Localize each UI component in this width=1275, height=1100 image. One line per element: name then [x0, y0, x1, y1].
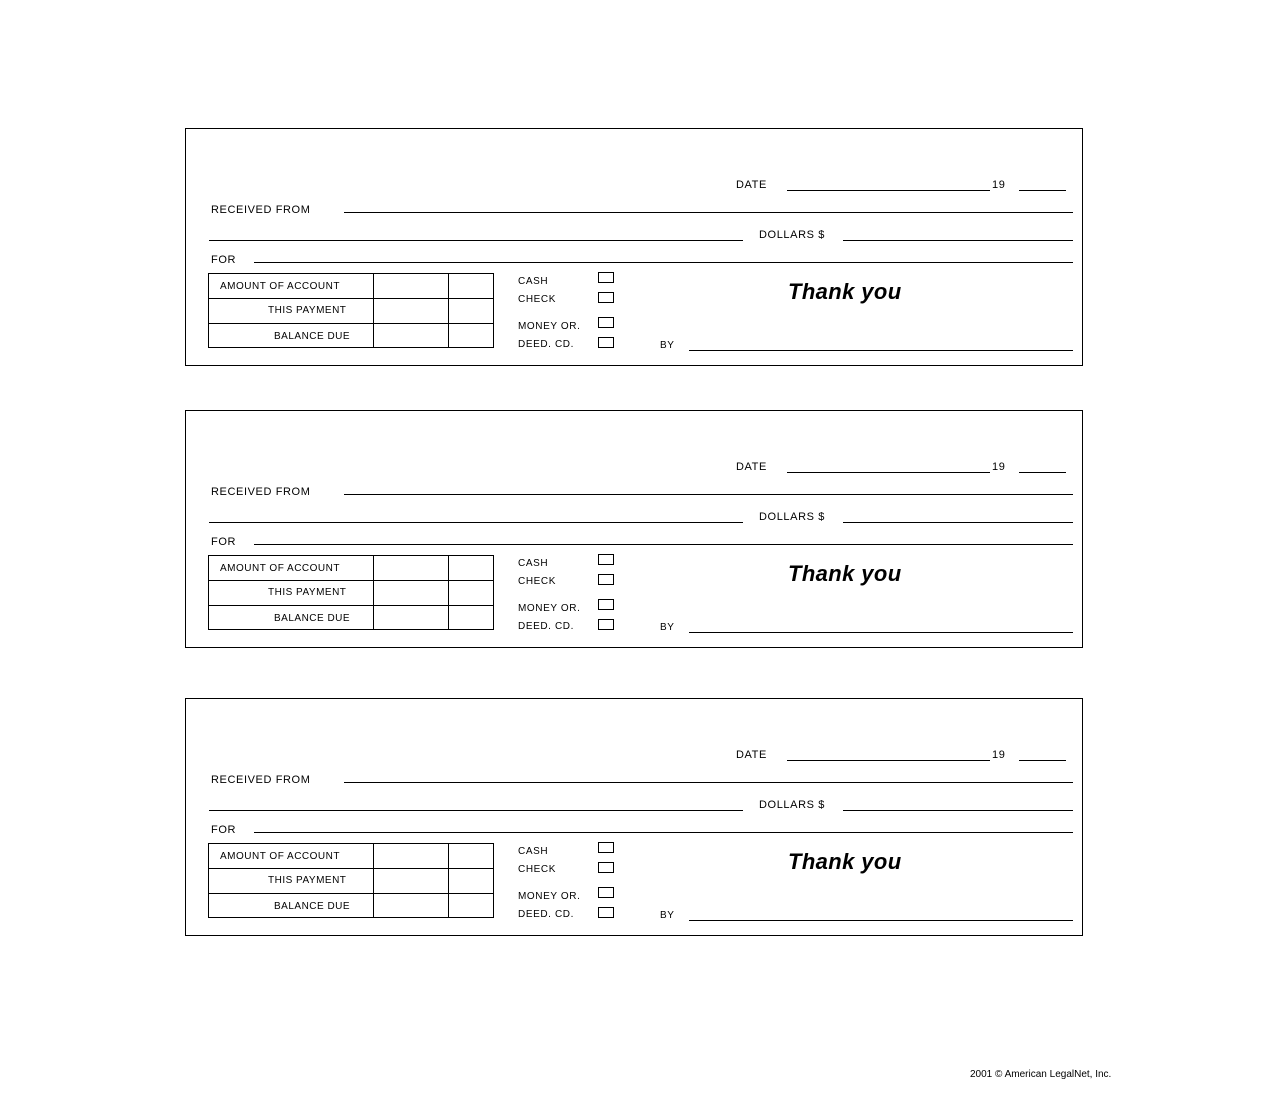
thank-you-text: Thank you	[788, 849, 902, 874]
balance-due-label-cell	[208, 323, 374, 348]
amount-of-account-dollars[interactable]	[373, 843, 449, 869]
this-payment-label: THIS PAYMENT	[268, 875, 347, 886]
amount-of-account-label: AMOUNT OF ACCOUNT	[220, 281, 340, 292]
receipt-1	[185, 128, 1083, 366]
deed-cd-checkbox[interactable]	[598, 337, 614, 348]
received-from-label: RECEIVED FROM	[211, 774, 311, 786]
by-label: BY	[660, 910, 675, 921]
received-from-field[interactable]	[344, 494, 1073, 495]
received-from-label: RECEIVED FROM	[211, 204, 311, 216]
cash-label: CASH	[518, 276, 549, 287]
cash-checkbox[interactable]	[598, 842, 614, 853]
check-checkbox[interactable]	[598, 574, 614, 585]
date-label: DATE	[736, 461, 767, 473]
amount-of-account-label-cell	[208, 273, 374, 299]
this-payment-dollars[interactable]	[373, 868, 449, 894]
for-label: FOR	[211, 536, 237, 548]
amount-words-field[interactable]	[209, 810, 743, 811]
dollars-field[interactable]	[843, 240, 1073, 241]
year-prefix: 19	[992, 179, 1006, 191]
this-payment-label-cell	[208, 868, 374, 894]
this-payment-dollars[interactable]	[373, 298, 449, 324]
dollars-label: DOLLARS $	[759, 511, 825, 523]
dollars-field[interactable]	[843, 810, 1073, 811]
money-order-checkbox[interactable]	[598, 317, 614, 328]
balance-due-label-cell	[208, 605, 374, 630]
amount-of-account-cents[interactable]	[448, 843, 494, 869]
this-payment-label: THIS PAYMENT	[268, 587, 347, 598]
check-label: CHECK	[518, 294, 557, 305]
copyright-footer: 2001 © American LegalNet, Inc.	[970, 1069, 1112, 1080]
check-label: CHECK	[518, 576, 557, 587]
deed-cd-checkbox[interactable]	[598, 907, 614, 918]
year-field[interactable]	[1019, 760, 1066, 761]
balance-due-label-cell	[208, 893, 374, 918]
received-from-label: RECEIVED FROM	[211, 486, 311, 498]
amount-of-account-label-cell	[208, 843, 374, 869]
amount-of-account-label: AMOUNT OF ACCOUNT	[220, 851, 340, 862]
balance-due-label: BALANCE DUE	[274, 331, 351, 342]
amount-of-account-label: AMOUNT OF ACCOUNT	[220, 563, 340, 574]
money-order-label: MONEY OR.	[518, 321, 581, 332]
thank-you-text: Thank you	[788, 561, 902, 586]
received-from-field[interactable]	[344, 212, 1073, 213]
this-payment-cents[interactable]	[448, 868, 494, 894]
deed-cd-label: DEED. CD.	[518, 621, 574, 632]
for-field[interactable]	[254, 544, 1073, 545]
date-label: DATE	[736, 179, 767, 191]
this-payment-label-cell	[208, 580, 374, 606]
amount-words-field[interactable]	[209, 522, 743, 523]
this-payment-cents[interactable]	[448, 298, 494, 324]
dollars-label: DOLLARS $	[759, 229, 825, 241]
year-prefix: 19	[992, 461, 1006, 473]
deed-cd-checkbox[interactable]	[598, 619, 614, 630]
amount-of-account-label-cell	[208, 555, 374, 581]
cash-checkbox[interactable]	[598, 272, 614, 283]
amount-of-account-cents[interactable]	[448, 273, 494, 299]
by-label: BY	[660, 340, 675, 351]
balance-due-dollars[interactable]	[373, 605, 449, 630]
cash-checkbox[interactable]	[598, 554, 614, 565]
dollars-field[interactable]	[843, 522, 1073, 523]
date-label: DATE	[736, 749, 767, 761]
money-order-checkbox[interactable]	[598, 599, 614, 610]
for-label: FOR	[211, 824, 237, 836]
year-field[interactable]	[1019, 190, 1066, 191]
balance-due-cents[interactable]	[448, 893, 494, 918]
account-table	[208, 273, 494, 348]
balance-due-label: BALANCE DUE	[274, 613, 351, 624]
signature-field[interactable]	[689, 920, 1073, 921]
deed-cd-label: DEED. CD.	[518, 909, 574, 920]
receipt-3	[185, 698, 1083, 936]
check-checkbox[interactable]	[598, 862, 614, 873]
balance-due-cents[interactable]	[448, 323, 494, 348]
account-table	[208, 843, 494, 918]
date-field[interactable]	[787, 190, 990, 191]
money-order-label: MONEY OR.	[518, 891, 581, 902]
year-field[interactable]	[1019, 472, 1066, 473]
check-label: CHECK	[518, 864, 557, 875]
amount-of-account-dollars[interactable]	[373, 273, 449, 299]
this-payment-dollars[interactable]	[373, 580, 449, 606]
cash-label: CASH	[518, 846, 549, 857]
receipt-2	[185, 410, 1083, 648]
deed-cd-label: DEED. CD.	[518, 339, 574, 350]
for-field[interactable]	[254, 262, 1073, 263]
amount-of-account-dollars[interactable]	[373, 555, 449, 581]
amount-of-account-cents[interactable]	[448, 555, 494, 581]
check-checkbox[interactable]	[598, 292, 614, 303]
this-payment-cents[interactable]	[448, 580, 494, 606]
dollars-label: DOLLARS $	[759, 799, 825, 811]
amount-words-field[interactable]	[209, 240, 743, 241]
signature-field[interactable]	[689, 350, 1073, 351]
balance-due-dollars[interactable]	[373, 323, 449, 348]
money-order-label: MONEY OR.	[518, 603, 581, 614]
balance-due-label: BALANCE DUE	[274, 901, 351, 912]
account-table	[208, 555, 494, 630]
received-from-field[interactable]	[344, 782, 1073, 783]
date-field[interactable]	[787, 472, 990, 473]
balance-due-cents[interactable]	[448, 605, 494, 630]
this-payment-label-cell	[208, 298, 374, 324]
for-field[interactable]	[254, 832, 1073, 833]
this-payment-label: THIS PAYMENT	[268, 305, 347, 316]
date-field[interactable]	[787, 760, 990, 761]
by-label: BY	[660, 622, 675, 633]
for-label: FOR	[211, 254, 237, 266]
thank-you-text: Thank you	[788, 279, 902, 304]
money-order-checkbox[interactable]	[598, 887, 614, 898]
balance-due-dollars[interactable]	[373, 893, 449, 918]
signature-field[interactable]	[689, 632, 1073, 633]
cash-label: CASH	[518, 558, 549, 569]
year-prefix: 19	[992, 749, 1006, 761]
